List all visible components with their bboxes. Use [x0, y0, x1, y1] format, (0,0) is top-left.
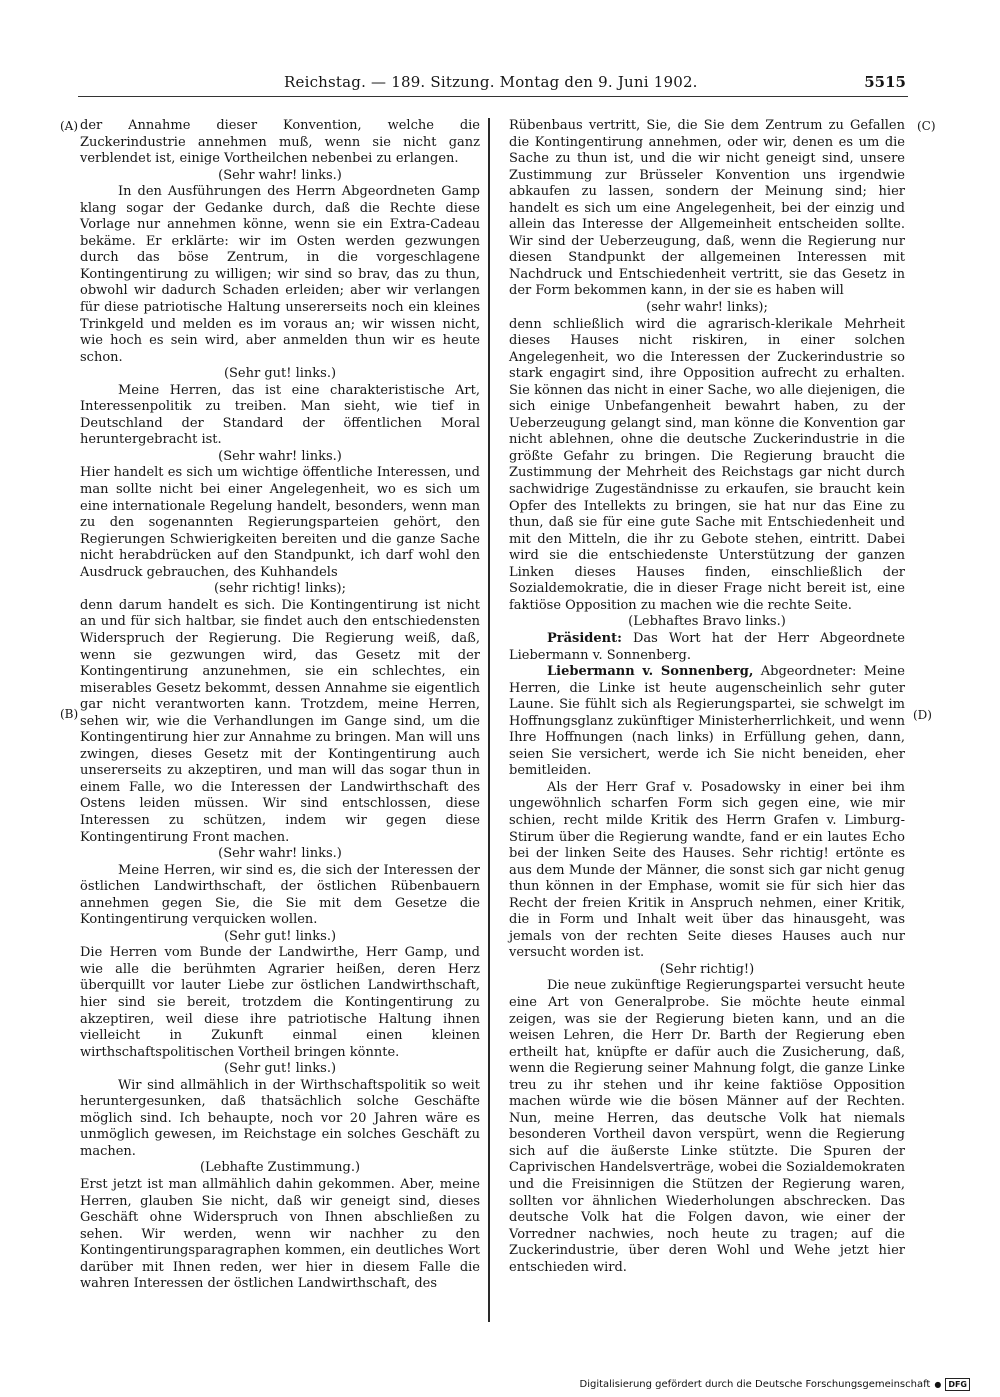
margin-marker-d: (D) — [913, 708, 932, 722]
interjection: (Lebhaftes Bravo links.) — [628, 614, 786, 630]
interjection: (Sehr richtig!) — [659, 961, 755, 977]
speaker-name: Präsident: — [547, 630, 622, 646]
column-divider — [488, 118, 490, 1322]
paragraph: denn schließlich wird die agrarisch-klerikale Mehrheit dieses Hauses nicht riskiren, in einer solchen Angelegenheit, wo die Interessen der Zuckerindustrie so stark engagirt sind, ihre Opposition aufrecht zu erhalten. Sie können das nicht in einer Sache, wo alle diejenigen, die sich einige Unbefangenheit bewahrt haben, zu der Ueberzeugung gelangt sind, man könne die Konvention gar nicht ablehnen, ohne die deutsche Zuckerindustrie in die größte Gefahr zu bringen. Die Regierung braucht die Zustimmung der Mehrheit des Reichstags gar nicht durch sachwidrige Zugeständnisse zu erkaufen, sie braucht kein Opfer des Intellekts zu bringen, sie hat nur das Eine zu thun, daß sie für eine gute Sache mit Entschiedenheit und mit den Mitteln, die ihr zu Gebote stehen, eintritt. Dabei wird sie die entschiedenste Unterstützung der ganzen Linken dieses Hauses finden, einschließlich der Sozialdemokratie, die in dieser Frage nicht bereit ist, eine faktiöse Opposition zu machen wie die rechte Seite. — [509, 316, 905, 613]
paragraph: Die neue zukünftige Regierungspartei versucht heute eine Art von Generalprobe. Sie möchte heute einmal zeigen, was sie der Regierung bieten kann, und an die weisen Lehren, die Herr Dr. Barth der Regierung eben ertheilt hat, knüpfte er dafür auch die Zusicherung, daß, wenn die Regierung seiner Mahnung folgt, die ganze Linke treu zu ihr stehen und ihr keine faktiöse Opposition machen würde wie die bösen Männer auf der Rechten. Nun, meine Herren, das deutsche Volk hat niemals besonderen Vortheil davon verspürt, wenn die Regierung sich auf die äußerste Linke stützte. Die Spuren der Caprivischen Handelsverträge, wobei die Sozialdemokraten und die Freisinnigen die Stützen der Regierung waren, sollten vor ähnlichen Wiederholungen abschrecken. Das deutsche Volk hat die Folgen davon, wie einer der Vorredner nachwies, noch heute zu tragen; auf die Zuckerindustrie, über deren Wohl und Wehe jetzt hier entschieden wird. — [509, 978, 905, 1275]
interjection: (Sehr gut! links.) — [223, 366, 337, 382]
paragraph: Meine Herren, wir sind es, die sich der Interessen der östlichen Landwirthschaft, der östlichen Rübenbauern annehmen gegen Sie, die Sie mit dem Gesetze die Kontingentirung verquicken wollen. — [80, 862, 480, 928]
dfg-logo: DFG — [945, 1378, 970, 1391]
right-column — [509, 118, 905, 1276]
interjection: (sehr wahr! links); — [646, 300, 768, 316]
left-column — [80, 118, 480, 1293]
running-header — [284, 73, 906, 95]
paragraph: denn darum handelt es sich. Die Kontingentirung ist nicht an und für sich haltbar, sie findet auch den entschiedensten Widerspruch der Regierung. Die Regierung weiß, daß, wenn sie gezwungen wird, das Gesetz mit der Kontingentirung anzunehmen, sie ein schlechtes, ein miserables Gesetz bekommt, dessen Annahme sie eigentlich gar nicht verantworten kann. Trotzdem, meine Herren, sehen wir, wie die Verhandlungen im Gange sind, um die Kontingentirung hier zur Annahme zu bringen. Man will uns zwingen, dieses Gesetz mit der Kontingentirung auch unsererseits zu akzeptiren, und man will das sogar thun in einem Falle, wo die Interessen der Landwirthschaft des Ostens leiden müssen. Wir sind entschlossen, diese Interessen zu schützen, indem wir gegen diese Kontingentirung Front machen. — [80, 597, 480, 845]
speech-text: Das Wort hat der Herr Abgeordnete Liebermann v. Sonnenberg. — [509, 630, 905, 663]
margin-marker-a: (A) — [60, 119, 79, 133]
interjection: (Sehr gut! links.) — [223, 1061, 337, 1077]
speech-text: Abgeordneter: Meine Herren, die Linke ist heute augenscheinlich sehr guter Laune. Sie fühlt sich als Regierungspartei, sie schwelgt im Hoffnungsglanz zukünftiger Ministerherrlichkeit, und wenn Ihre Hoffnungen (nach links) in Erfüllung gehen, dann, seien Sie versichert, werde ich Sie nicht beneiden, eher bemitleiden. — [509, 664, 905, 779]
paragraph: Erst jetzt ist man allmählich dahin gekommen. Aber, meine Herren, glauben Sie nicht, daß wir geneigt sind, dieses Geschäft ohne Widerspruch von Ihnen abschließen zu sehen. Wir werden, wenn wir nachher zu den Kontingentirungsparagraphen kommen, ein deutliches Wort darüber mit Ihnen reden, wer hier in diesem Falle die wahren Interessen der östlichen Landwirthschaft, des — [80, 1177, 480, 1292]
paragraph — [509, 664, 905, 780]
speaker-name: Liebermann v. Sonnenberg, — [547, 664, 754, 680]
digitization-footer — [580, 1378, 971, 1391]
paragraph — [509, 631, 905, 664]
paragraph: Hier handelt es sich um wichtige öffentliche Interessen, und man sollte nicht bei einer Angelegenheit, wo es sich um eine internationale Regelung handelt, besonders, wenn man zu den sogenannten Regierungsparteien gehört, den Regierungen Schwierigkeiten bereiten und die ganze Sache nicht herabdrücken auf den Standpunkt, ich darf wohl den Ausdruck gebrauchen, des Kuhhandels — [80, 465, 480, 580]
paragraph: Rübenbaus vertritt, Sie, die Sie dem Zentrum zu Gefallen die Kontingentirung annehmen, oder wir, denen es um die Sache zu thun ist, und die wir nicht geneigt sind, unsere Zustimmung zur Brüsseler Konvention uns irgendwie abkaufen zu lassen, sondern der Meinung sind; hier handelt es sich um eine Angelegenheit, bei der einzig und allein das Interesse der Allgemeinheit entscheiden sollte. Wir sind der Ueberzeugung, daß, wenn die Regierung nur diesen Standpunkt der allgemeinen Interessen mit Nachdruck und Entschiedenheit vertritt, sie das Gesetz in der Form bekommen kann, in der sie es haben will — [509, 118, 905, 299]
footer-text: Digitalisierung gefördert durch die Deutsche Forschungsgemeinschaft — [579, 1379, 931, 1390]
interjection: (sehr richtig! links); — [214, 581, 346, 597]
interjection: (Lebhafte Zustimmung.) — [199, 1160, 361, 1176]
paragraph: Als der Herr Graf v. Posadowsky in einer bei ihm ungewöhnlich scharfen Form sich gegen eine, wie mir schien, recht milde Kritik des Herrn Grafen v. Limburg-Stirum über die Regierung wandte, fand er ein lautes Echo bei der linken Seite des Hauses. Sehr richtig! ertönte es aus dem Munde der Männer, die sonst sich gar nicht genug thun können in der Emphase, womit sie für sich hier das Recht der freien Kritik in Anspruch nehmen, einer Kritik, die in Form und Inhalt weit über das hinausgeht, was jemals von der rechten Seite dieses Hauses auch nur versucht worden ist. — [509, 779, 905, 961]
paragraph: In den Ausführungen des Herrn Abgeordneten Gamp klang sogar der Gedanke durch, daß die Rechte diese Vorlage nur annehmen könne, wenn sie ein Extra-Cadeau bekäme. Er erklärte: wir im Osten werden gezwungen durch das böse Zentrum, in die vorgeschlagene Kontingentirung zu willigen; wir sind so brav, das zu thun, obwohl wir dadurch Schaden erleiden; aber wir verlangen für diese patriotische Haltung unsererseits noch ein kleines Trinkgeld und melden es im voraus an; wir wissen nicht, wie hoch es sein wird, aber anmelden thun wir es heute schon. — [80, 184, 480, 365]
bullet-icon: ● — [934, 1380, 942, 1389]
page-number: 5515 — [864, 73, 906, 91]
paragraph: der Annahme dieser Konvention, welche die Zuckerindustrie annehmen muß, wenn sie nicht ganz verblendet ist, einige Vortheilchen nebenbei zu erlangen. — [80, 118, 480, 167]
paragraph: Wir sind allmählich in der Wirthschaftspolitik so weit heruntergesunken, daß thatsächlich solche Geschäfte möglich sind. Ich behaupte, noch vor 20 Jahren wäre es unmöglich gewesen, im Reichstage ein solches Geschäft zu machen. — [80, 1077, 480, 1159]
header-title: Reichstag. — 189. Sitzung. Montag den 9. Juni 1902. — [284, 73, 698, 91]
margin-marker-c: (C) — [917, 119, 936, 133]
interjection: (Sehr wahr! links.) — [218, 846, 342, 862]
interjection: (Sehr gut! links.) — [223, 928, 337, 944]
margin-marker-b: (B) — [60, 707, 79, 721]
interjection: (Sehr wahr! links.) — [218, 448, 342, 464]
header-rule — [78, 96, 908, 97]
paragraph: Die Herren vom Bunde der Landwirthe, Herr Gamp, und wie alle die berühmten Agrarier heißen, deren Herz überquillt vor lauter Liebe zur östlichen Landwirthschaft, hier sind sie bereit, trotzdem die Kontingentirung zu akzeptiren, weil diese ihre patriotische Haltung ihnen vielleicht in Zukunft einmal einen kleinen wirthschaftspolitischen Vortheil bringen könnte. — [80, 945, 480, 1060]
interjection: (Sehr wahr! links.) — [218, 167, 342, 183]
paragraph: Meine Herren, das ist eine charakteristische Art, Interessenpolitik zu treiben. Man sieht, wie tief in Deutschland der Standard der öffentlichen Moral heruntergebracht ist. — [80, 382, 480, 448]
